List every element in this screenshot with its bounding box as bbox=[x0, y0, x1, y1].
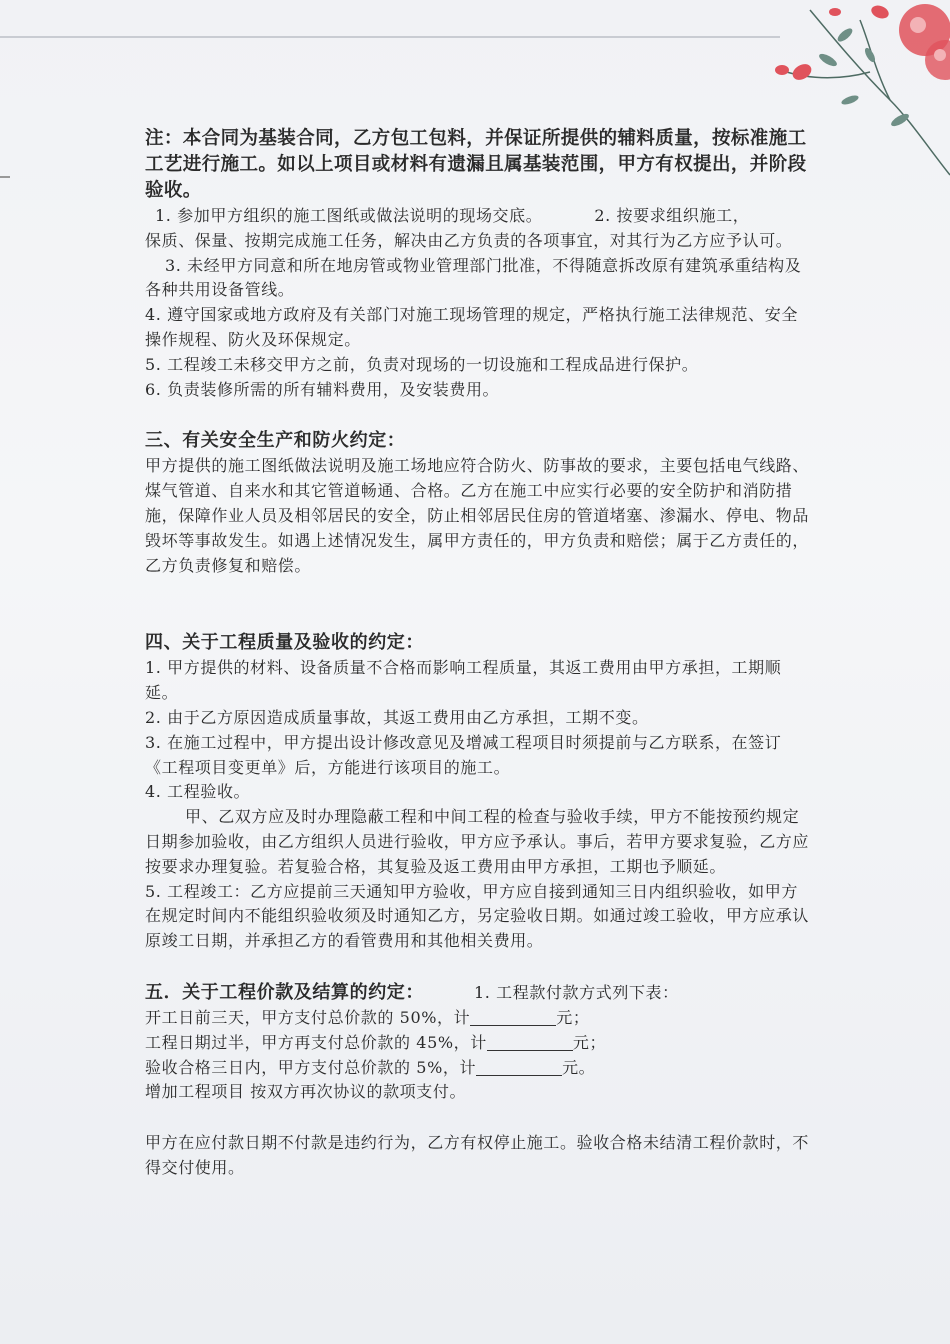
sec2-item-3: 3. 未经甲方同意和所在地房管或物业管理部门批准，不得随意拆改原有建筑承重结构及各种共用设备管线。 bbox=[145, 255, 802, 300]
sec2-item-5: 5. 工程竣工未移交甲方之前，负责对现场的一切设施和工程成品进行保护。 bbox=[145, 354, 699, 374]
payment-line-1-unit: 元； bbox=[556, 1007, 590, 1027]
sec2-item-2-cont bbox=[145, 229, 810, 303]
sec2-item-4: 4. 遵守国家或地方政府及有关部门对施工现场管理的规定，严格执行施工法律规范、安全操作规程、防火及环保规定。 bbox=[145, 305, 798, 349]
section-4-item-2: 2. 由于乙方原因造成质量事故，其返工费用由乙方承担，工期不变。 bbox=[145, 707, 649, 727]
section-4-item-3: 3. 在施工过程中，甲方提出设计修改意见及增减工程项目时须提前与乙方联系，在签订《工程项目变更单》后，方能进行该项目的施工。 bbox=[145, 732, 782, 777]
amount-blank[interactable] bbox=[470, 1009, 556, 1026]
payment-line-2 bbox=[145, 1031, 810, 1056]
top-divider bbox=[0, 36, 780, 38]
section-4-title: 四、关于工程质量及验收的约定： bbox=[145, 632, 424, 654]
section-5-header bbox=[145, 980, 810, 1006]
section-4-item-4-body: 甲、乙双方应及时办理隐蔽工程和中间工程的检查与验收手续，甲方不能按预约规定日期参加验收，由乙方组织人员进行验收，甲方应予承认。事后，若甲方要求复验，乙方应按要求办理复验。若复验合格，其复验及返工费用由甲方承担，工期也予顺延。 bbox=[145, 807, 810, 876]
payment-line-3-unit: 元。 bbox=[562, 1057, 596, 1077]
sec2-items bbox=[145, 204, 810, 229]
section-5-title: 五．关于工程价款及结算的约定： bbox=[145, 981, 424, 1003]
contract-note: 注：本合同为基装合同，乙方包工包料，并保证所提供的辅料质量，按标准施工工艺进行施工。如以上项目或材料有遗漏且属基装范围，甲方有权提出，并阶段验收。 bbox=[145, 128, 807, 201]
sec2-item-2a: 2. 按要求组织施工， bbox=[594, 206, 750, 225]
section-3-body: 甲方提供的施工图纸做法说明及施工场地应符合防火、防事故的要求，主要包括电气线路、煤气管道、自来水和其它管道畅通、合格。乙方在施工中应实行必要的安全防护和消防措施，保障作业人员及相邻居民的安全，防止相邻居民住房的管道堵塞、渗漏水、停电、物品毁坏等事故发生。如遇上述情况发生，属甲方责任的，甲方负责和赔偿；属于乙方责任的，乙方负责修复和赔偿。 bbox=[145, 456, 810, 575]
payment-line-4: 增加工程项目 按双方再次协议的款项支付。 bbox=[145, 1082, 467, 1102]
margin-mark bbox=[0, 176, 10, 178]
payment-line-2-text: 工程日期过半，甲方再支付总价款的 45%，计 bbox=[145, 1032, 487, 1052]
sec2-item-2b: 保质、保量、按期完成施工任务，解决由乙方负责的各项事宜，对其行为乙方应予认可。 bbox=[145, 230, 793, 250]
payment-line-1-text: 开工日前三天，甲方支付总价款的 50%，计 bbox=[145, 1007, 471, 1027]
section-5-intro: 1. 工程款付款方式列下表： bbox=[474, 982, 679, 1002]
payment-line-3 bbox=[145, 1056, 810, 1081]
sec2-item-6: 6. 负责装修所需的所有辅料费用，及安装费用。 bbox=[145, 379, 500, 399]
document-body bbox=[145, 126, 810, 1181]
section-3-title: 三、有关安全生产和防火约定： bbox=[145, 430, 406, 452]
section-4-item-5: 5. 工程竣工：乙方应提前三天通知甲方验收，甲方应自接到通知三日内组织验收，如甲方在规定时间内不能组织验收须及时通知乙方，另定验收日期。如通过竣工验收，甲方应承认原竣工日期，并承担乙方的看管费用和其他相关费用。 bbox=[145, 881, 810, 951]
sec2-item-1: 1. 参加甲方组织的施工图纸或做法说明的现场交底。 bbox=[155, 206, 543, 225]
payment-line-1 bbox=[145, 1006, 810, 1031]
payment-line-3-text: 验收合格三日内，甲方支付总价款的 5%，计 bbox=[145, 1057, 477, 1077]
payment-closing: 甲方在应付款日期不付款是违约行为，乙方有权停止施工。验收合格未结清工程价款时，不得交付使用。 bbox=[145, 1133, 810, 1177]
amount-blank[interactable] bbox=[476, 1059, 562, 1076]
section-4-item-1: 1. 甲方提供的材料、设备质量不合格而影响工程质量，其返工费用由甲方承担，工期顺延。 bbox=[145, 658, 782, 703]
payment-line-2-unit: 元； bbox=[572, 1032, 607, 1052]
amount-blank[interactable] bbox=[487, 1034, 573, 1051]
section-4-item-4: 4. 工程验收。 bbox=[145, 782, 251, 802]
